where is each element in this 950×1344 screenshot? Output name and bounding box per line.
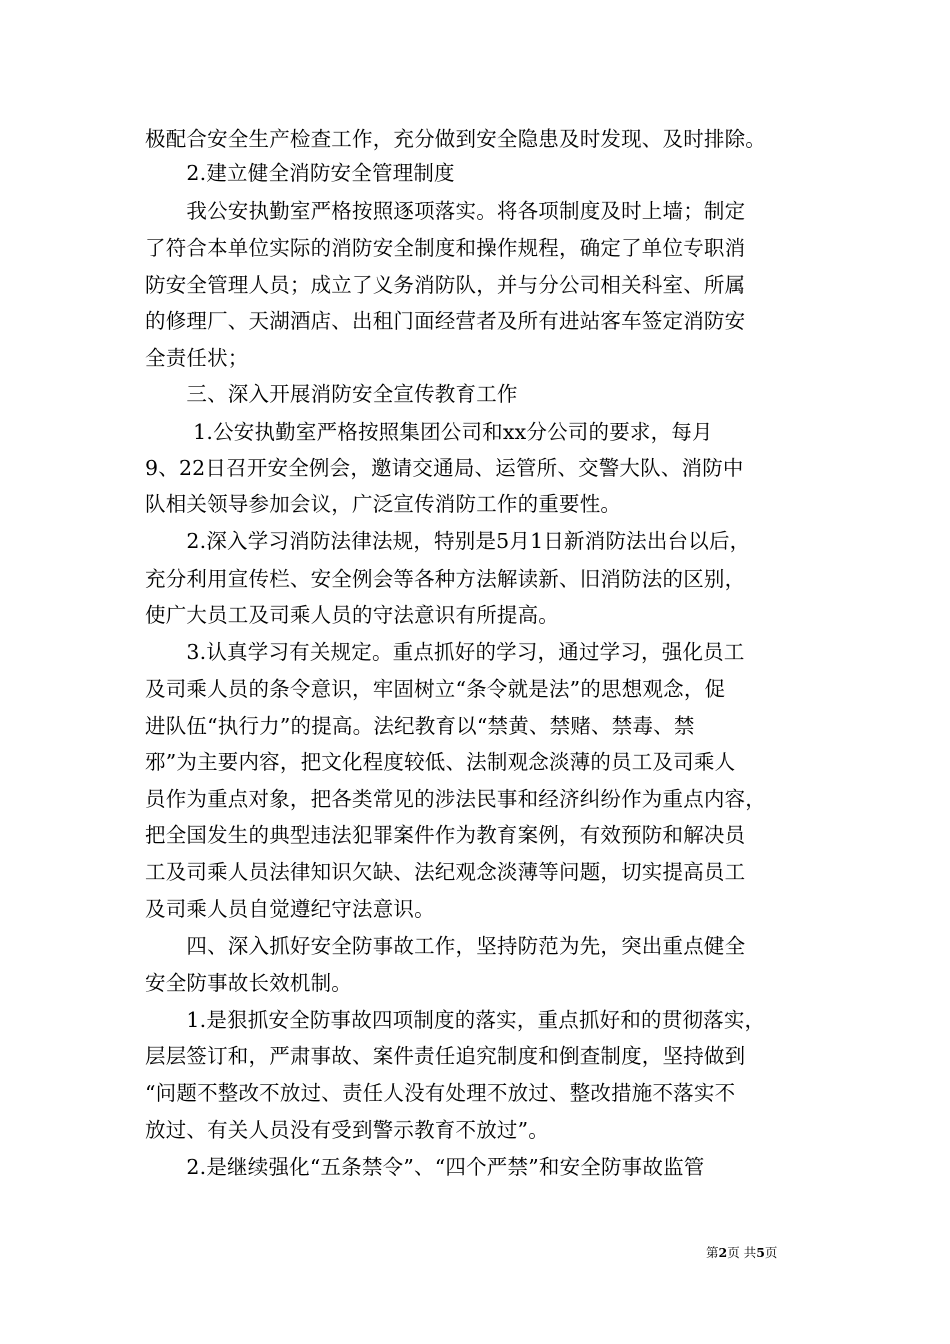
- body-line: 充分利用宣传栏、安全例会等各种方法解读新、旧消防法的区别，: [145, 567, 746, 591]
- body-line: 及司乘人员的条令意识，牢固树立“条令就是法”的思想观念，促: [145, 677, 726, 701]
- body-line: 的修理厂、天湖酒店、出租门面经营者及所有进站客车签定消防安: [145, 309, 746, 333]
- body-line: 2.建立健全消防安全管理制度: [145, 161, 455, 185]
- body-line: 层层签订和，严肃事故、案件责任追究制度和倒查制度，坚持做到: [145, 1044, 746, 1068]
- body-line: 员作为重点对象，把各类常见的涉法民事和经济纠纷作为重点内容，: [145, 787, 766, 811]
- total-page-number: 5: [756, 1245, 765, 1260]
- body-line: 9、22日召开安全例会，邀请交通局、运管所、交警大队、消防中: [145, 456, 744, 480]
- body-line: “问题不整改不放过、责任人没有处理不放过、整改措施不落实不: [145, 1081, 736, 1105]
- footer-prefix: 第: [706, 1245, 719, 1260]
- footer-middle: 页 共: [727, 1245, 757, 1260]
- body-line: 3.认真学习有关规定。重点抓好的学习，通过学习，强化员工: [145, 640, 745, 664]
- footer-suffix: 页: [764, 1245, 778, 1260]
- body-line: 邪”为主要内容，把文化程度较低、法制观念淡薄的员工及司乘人: [145, 750, 736, 774]
- body-line: 进队伍“执行力”的提高。法纪教育以“禁黄、禁赌、禁毒、禁: [145, 714, 695, 738]
- body-line: 防安全管理人员；成立了义务消防队，并与分公司相关科室、所属: [145, 273, 746, 297]
- page-footer: [706, 1245, 777, 1261]
- body-line: 把全国发生的典型违法犯罪案件作为教育案例，有效预防和解决员: [145, 823, 746, 847]
- body-line: 2.深入学习消防法律法规，特别是5月1日新消防法出台以后，: [145, 529, 751, 553]
- body-line: 使广大员工及司乘人员的守法意识有所提高。: [145, 603, 559, 627]
- current-page-number: 2: [718, 1245, 728, 1260]
- body-line: 工及司乘人员法律知识欠缺、法纪观念淡薄等问题，切实提高员工: [145, 860, 746, 884]
- body-line: 放过、有关人员没有受到警示教育不放过”。: [145, 1118, 549, 1142]
- body-line: 全责任状；: [145, 346, 249, 370]
- body-line: 及司乘人员自觉遵纪守法意识。: [145, 897, 435, 921]
- body-line: 了符合本单位实际的消防安全制度和操作规程，确定了单位专职消: [145, 236, 746, 260]
- body-line: 极配合安全生产检查工作，充分做到安全隐患及时发现、及时排除。: [145, 127, 766, 151]
- body-line: 我公安执勤室严格按照逐项落实。将各项制度及时上墙；制定: [145, 199, 746, 223]
- body-line: 队相关领导参加会议，广泛宣传消防工作的重要性。: [145, 492, 622, 516]
- section-heading: 四、深入抓好安全防事故工作，坚持防范为先，突出重点健全: [145, 934, 746, 958]
- body-line: 1.是狠抓安全防事故四项制度的落实，重点抓好和的贯彻落实，: [145, 1008, 766, 1032]
- section-heading: 三、深入开展消防安全宣传教育工作: [145, 382, 518, 406]
- body-line: 安全防事故长效机制。: [145, 971, 352, 995]
- body-line: 2.是继续强化“五条禁令”、“四个严禁”和安全防事故监管: [145, 1155, 705, 1179]
- body-line: 1.公安执勤室严格按照集团公司和xx分公司的要求，每月: [145, 420, 713, 444]
